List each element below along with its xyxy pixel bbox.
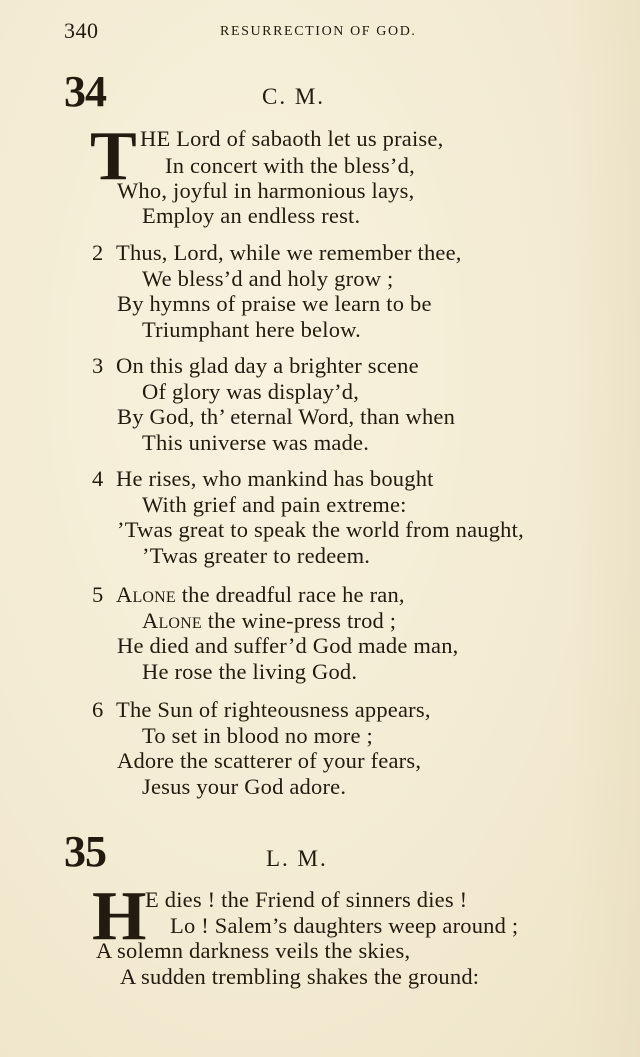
verse-number: 2 [92, 240, 104, 265]
verse-line: Employ an endless rest. [142, 203, 361, 228]
hymn-meter: L. M. [266, 846, 328, 871]
verse-line: This universe was made. [142, 430, 370, 455]
verse-line [92, 697, 431, 723]
verse-line [92, 466, 434, 492]
hymn-meter: C. M. [262, 84, 326, 109]
verse-line: Of glory was display’d, [142, 379, 360, 404]
drop-cap: T [90, 118, 137, 195]
verse-line: In concert with the bless’d, [165, 153, 415, 178]
verse-line-text: He rises, who mankind has bought [116, 466, 434, 491]
verse-line-text: On this glad day a brighter scene [116, 353, 419, 378]
running-title: RESURRECTION OF GOD. [220, 24, 417, 39]
verse-line: HE Lord of sabaoth let us praise, [140, 126, 444, 151]
verse-line [92, 582, 405, 608]
verse-line: ’Twas greater to redeem. [142, 543, 371, 568]
hymn-number: 34 [64, 67, 106, 116]
verse-line-text: Thus, Lord, while we remember thee, [116, 240, 462, 265]
verse-line: To set in blood no more ; [142, 723, 373, 748]
verse-line: Adore the scatterer of your fears, [117, 748, 422, 773]
page-edge-shadow [570, 0, 640, 1057]
verse-number: 5 [92, 582, 104, 607]
verse-line-text: the wine-press trod ; [207, 608, 397, 633]
verse-line: A solemn darkness veils the skies, [96, 938, 411, 963]
verse-line: ’Twas great to speak the world from naught, [117, 517, 524, 542]
page-number: 340 [64, 18, 99, 43]
verse-number: 3 [92, 353, 104, 378]
verse-line: E dies ! the Friend of sinners dies ! [145, 887, 468, 912]
verse-line: By hymns of praise we learn to be [117, 291, 432, 316]
verse-line: Lo ! Salem’s daughters weep around ; [170, 913, 519, 938]
verse-line-text: the dreadful race he ran, [181, 582, 405, 607]
verse-line: By God, th’ eternal Word, than when [117, 404, 456, 429]
small-caps-word: Alone [142, 608, 202, 633]
verse-line: With grief and pain extreme: [142, 492, 407, 517]
verse-line: He rose the living God. [142, 659, 358, 684]
running-head [64, 18, 574, 48]
verse-line-text: The Sun of righteousness appears, [116, 697, 431, 722]
verse-line [142, 608, 396, 634]
verse-line: Jesus your God adore. [142, 774, 347, 799]
verse-line: He died and suffer’d God made man, [117, 633, 459, 658]
hymn-number: 35 [64, 827, 106, 876]
verse-line: Triumphant here below. [142, 317, 361, 342]
verse-line: We bless’d and holy grow ; [142, 266, 394, 291]
verse-line: A sudden trembling shakes the ground: [120, 964, 480, 989]
verse-line [92, 240, 462, 266]
verse-line: Who, joyful in harmonious lays, [117, 178, 415, 203]
verse-number: 6 [92, 697, 104, 722]
drop-cap: H [92, 878, 147, 955]
verse-line [92, 353, 419, 379]
small-caps-word: Alone [116, 582, 176, 607]
verse-number: 4 [92, 466, 104, 491]
